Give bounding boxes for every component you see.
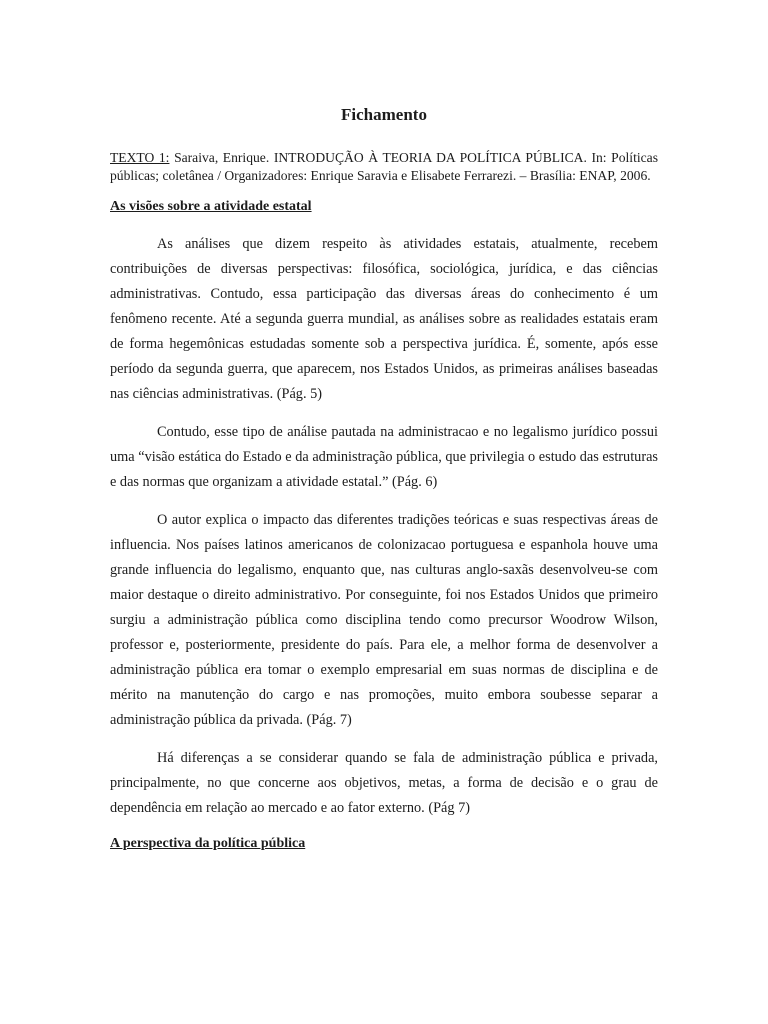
section-heading: As visões sobre a atividade estatal (110, 199, 312, 214)
document-title: Fichamento (341, 105, 427, 124)
paragraph: O autor explica o impacto das diferentes tradições teóricas e suas respectivas áreas de influencia. Nos países latinos americanos de colonizacao portuguesa e espanhola houve uma grande influencia do legalismo, enquanto que, nas culturas anglo-saxãs desenvolveu-se com maior destaque o direito administrativo. Por conseguinte, foi nos Estados Unidos que primeiro surgiu a administração pública como disciplina tendo como precursor Woodrow Wilson, professor e, posteriormente, presidente do país. Para ele, a melhor forma de desenvolver a administração pública era tomar o exemplo empresarial em suas normas de disciplina e de mérito na manutenção do cargo e nas promoções, muito embora soubesse separar a administração pública da privada. (Pág. 7) (110, 511, 658, 728)
reference-label: TEXTO 1: (110, 150, 170, 165)
reference-citation (110, 149, 658, 185)
section-perspectiva-politica-publica (110, 834, 658, 854)
paragraph: Contudo, esse tipo de análise pautada na administracao e no legalismo jurídico possui uma “visão estática do Estado e da administração pública, que privilegia o estudo das estruturas e das normas que organizam a atividade estatal.” (Pág. 6) (110, 423, 658, 490)
reference-text: Saraiva, Enrique. INTRODUÇÃO À TEORIA DA POLÍTICA PÚBLICA. In: Políticas públicas; coletânea / Organizadores: Enrique Saravia e Elisabete Ferrarezi. – Brasília: ENAP, 2006. (110, 150, 658, 183)
paragraph: As análises que dizem respeito às atividades estatais, atualmente, recebem contribuições de diversas perspectivas: filosófica, sociológica, jurídica, e das ciências administrativas. Contudo, essa participação das diversas áreas do conhecimento é um fenômeno recente. Até a segunda guerra mundial, as análises sobre as realidades estatais eram de forma hegemônicas estudadas somente sob a perspectiva jurídica. É, somente, após esse período da segunda guerra, que aparecem, nos Estados Unidos, as primeiras análises baseadas nas ciências administrativas. (Pág. 5) (110, 235, 658, 402)
section-heading: A perspectiva da política pública (110, 835, 306, 851)
paragraph: Há diferenças a se considerar quando se fala de administração pública e privada, principalmente, no que concerne aos objetivos, metas, a forma de decisão e o grau de dependência em relação ao mercado e ao fator externo. (Pág 7) (110, 749, 658, 816)
section-visoes-atividade-estatal (110, 197, 658, 821)
